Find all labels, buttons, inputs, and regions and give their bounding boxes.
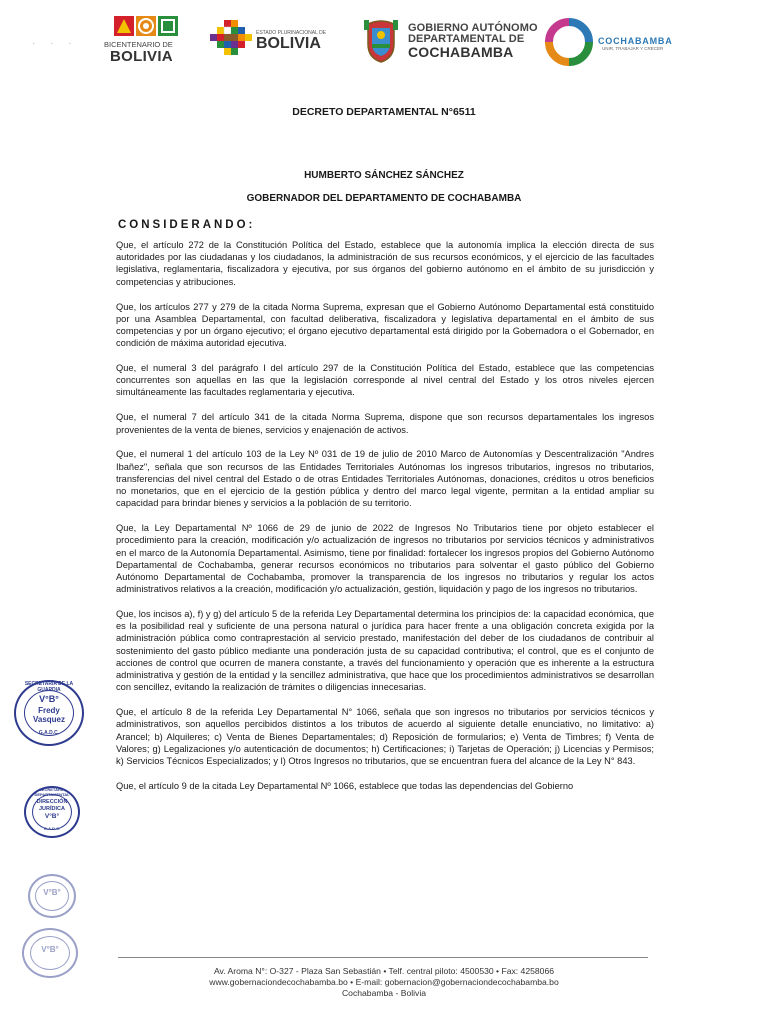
- decree-body: [116, 239, 654, 805]
- bolivia-label: BOLIVIA: [256, 35, 321, 52]
- paragraph-1: Que, el artículo 272 de la Constitución Política del Estado, establece que la autonomía implica la elección directa de sus autoridades por las ciudadanas y los ciudadanos, la administración de sus recursos económicos, y el ejercicio de las facultades legislativa, reglamentaria, fiscalizadora y ejecutiva, por sus órganos del gobierno autónomo en el ámbito de su jurisdicción y competencias y atribuciones.: [116, 240, 654, 287]
- stamp-3-vobo: V°B°: [43, 888, 61, 897]
- stamp-1-vobo: V°B°: [39, 694, 59, 704]
- paragraph-6: Que, la Ley Departamental Nº 1066 de 29 de junio de 2022 de Ingresos No Tributarios tiene por objeto establecer el procedimiento para la creación, modificación y/o actualización de ingresos no tributarios por servicios técnicos y administrativos en el marco de la Autonomía Departamental. Asimismo, tiene por finalidad: fortalecer los ingresos propios del Gobierno Autónomo Departamental de Cochabamba, generar recursos económicos no tributarios para solventar el gasto público del Gobierno Autónomo Departamental de Cochabamba, promover la transparencia de los ingresos no tributarios y regular los actos administrativos relativos a la creación, modificación y/o actualización, gestión, liquidación y pago de los ingresos no tributarios.: [116, 523, 654, 595]
- gobierno-label-line1: GOBIERNO AUTÓNOMO: [408, 22, 538, 34]
- paragraph-7: Que, los incisos a), f) y g) del artículo 5 de la referida Ley Departamental determina los principios de: la capacidad económica, que es la posibilidad real y suficiente de una persona natural o jurídica para hacer frente a una obligación concreta exigida por la administración pública como contraprestación al servicio prestado, manifestación del deber de los ciudadanos de contribuir al sostenimiento del gasto público mediante una ponderación justa de su capacidad contributiva; el control, que es el conjunto de acciones de control que ocurren de manera constante, a través del funcionamiento y operación que es inherente a la estructura administrativa y gestión de la entidad y la sencillez administrativa, que hace que los procedimientos administrativos se desarrollan con sencillez, evitando la realización de trámites o diligencias innecesarias.: [116, 609, 654, 693]
- footer-divider: [118, 957, 648, 958]
- wiphala-emblem-icon: [210, 20, 252, 56]
- decree-title: DECRETO DEPARTAMENTAL N°6511: [292, 106, 476, 118]
- estado-plurinacional-label: ESTADO PLURINACIONAL DE: [256, 30, 327, 36]
- stamp-2-line2: JURÍDICA: [39, 806, 65, 812]
- paragraph-9: Que, el artículo 9 de la citada Ley Departamental Nº 1066, establece que todas las dependencias del Gobierno: [116, 780, 574, 791]
- gobernacion-logo: [362, 14, 538, 70]
- paragraph-3: Que, el numeral 3 del parágrafo I del artículo 297 de la Constitución Política del Estado, establece que las competencias concurrentes son aquellas en las que la legislación corresponde al nivel central del Estado y los otros niveles ejercen simultáneamente las facultades reglamentaria y ejecutiva.: [116, 363, 654, 398]
- governor-title: GOBERNADOR DEL DEPARTAMENTO DE COCHABAMBA: [246, 193, 522, 204]
- stamp-2-bottom-text: G.A.D.C.: [43, 826, 61, 831]
- bicentenario-logo: [102, 14, 186, 70]
- approval-stamp-2: [24, 786, 80, 838]
- considerando-heading: CONSIDERANDO:: [118, 219, 256, 231]
- paragraph-8: Que, el artículo 8 de la referida Ley Departamental N° 1066, señala que son ingresos no tributarios por servicios técnicos y administrativos, son aquellos percibidos distintos a los tributos de acuerdo al siguiente detalle enunciativo, no limitativo: a) Arancel; b) Alquileres; c) Venta de Bienes Departamentales; d) Reposición de formularios; e) Venta de Timbres; f) Venta de Valores; g) Legalizaciones y/o autenticación de documentos; h) Certificaciones; i) Tarjetas de Operación; j) Licencias y Permisos; k) Servicios Técnicos Especializados; y l) Otros Ingresos no tributarios, que se encuentran fuera del alcance de la Ley N° 843.: [116, 707, 654, 766]
- coat-of-arms-icon: [362, 18, 400, 64]
- gobierno-label-line2: DEPARTAMENTAL DE: [408, 33, 525, 45]
- governor-name: HUMBERTO SÁNCHEZ SÁNCHEZ: [304, 170, 464, 181]
- paragraph-4: Que, el numeral 7 del artículo 341 de la citada Norma Suprema, dispone que son recursos departamentales los ingresos provenientes de la venta de bienes, servicios y enajenación de activos.: [116, 412, 654, 435]
- stamp-2-line1: DIRECCIÓN: [36, 799, 68, 805]
- header-logos: [0, 14, 768, 74]
- cochabamba-swirl-icon: [542, 18, 596, 66]
- bicentenario-label-big: BOLIVIA: [110, 48, 173, 65]
- cochabamba-brand-label: COCHABAMBA: [598, 36, 673, 46]
- stamp-4-vobo: V°B°: [41, 945, 59, 954]
- paragraph-5: Que, el numeral 1 del artículo 103 de la Ley Nº 031 de 19 de julio de 2010 Marco de Autonomías y Descentralización "Andres Ibañez", señala que son recursos de las Entidades Territoriales Autónomas los ingresos tributarios, ingresos no tributarios, transferencias del nivel central del Estado o de otras Entidades Territoriales Autónomas, donaciones, créditos u otros beneficios no monetarios, que en el ejercicio de la gestión pública y dentro del marco legal vigente, permitan a la entidad ampliar su capacidad para brindar bienes y servicios a la población de su territorio.: [116, 449, 654, 509]
- stamp-1-name-first: Fredy: [38, 706, 60, 715]
- stamp-1-ring-text: SECRETARÍA DE LA GUARDIA: [24, 681, 74, 693]
- approval-stamp-3: [28, 874, 76, 918]
- stamp-2-ring-text: SECRETARÍA DEPARTAMENTAL: [34, 787, 70, 797]
- cochabamba-slogan: UNIR, TRABAJAR Y CRECER: [602, 46, 664, 51]
- stamp-1-name-last: Vasquez: [32, 715, 65, 724]
- footer-contact: www.gobernaciondecochabamba.bo • E-mail: gobernacion@gobernaciondecochabamba.bo: [209, 977, 559, 987]
- stamp-2-vobo: V°B°: [44, 813, 60, 820]
- margin-marks: · · ·: [32, 38, 78, 49]
- gobierno-label-big: COCHABAMBA: [408, 44, 514, 60]
- approval-stamp-1: [14, 680, 84, 746]
- cochabamba-brand-logo: [542, 14, 682, 70]
- estado-plurinacional-logo: [210, 14, 340, 70]
- bicentenario-emblem-icon: [114, 16, 178, 38]
- footer-city: Cochabamba - Bolivia: [341, 988, 427, 998]
- stamp-1-bottom-text: G.A.D.C.: [38, 730, 60, 736]
- paragraph-2: Que, los artículos 277 y 279 de la citada Norma Suprema, expresan que el Gobierno Autónomo Departamental está constituido por una Asamblea Departamental, con facultad deliberativa, fiscalizadora y legislativa departamental en el ámbito de sus competencias y por un órgano ejecutivo; el órgano ejecutivo departamental está dirigido por la Gobernadora o el Gobernador, en condición de máxima autoridad ejecutiva.: [116, 301, 654, 349]
- footer-address: Av. Aroma N°: O-327 - Plaza San Sebastián • Telf. central piloto: 4500530 • Fax: 4258066: [213, 966, 555, 976]
- bicentenario-label-small: BICENTENARIO DE: [104, 40, 173, 49]
